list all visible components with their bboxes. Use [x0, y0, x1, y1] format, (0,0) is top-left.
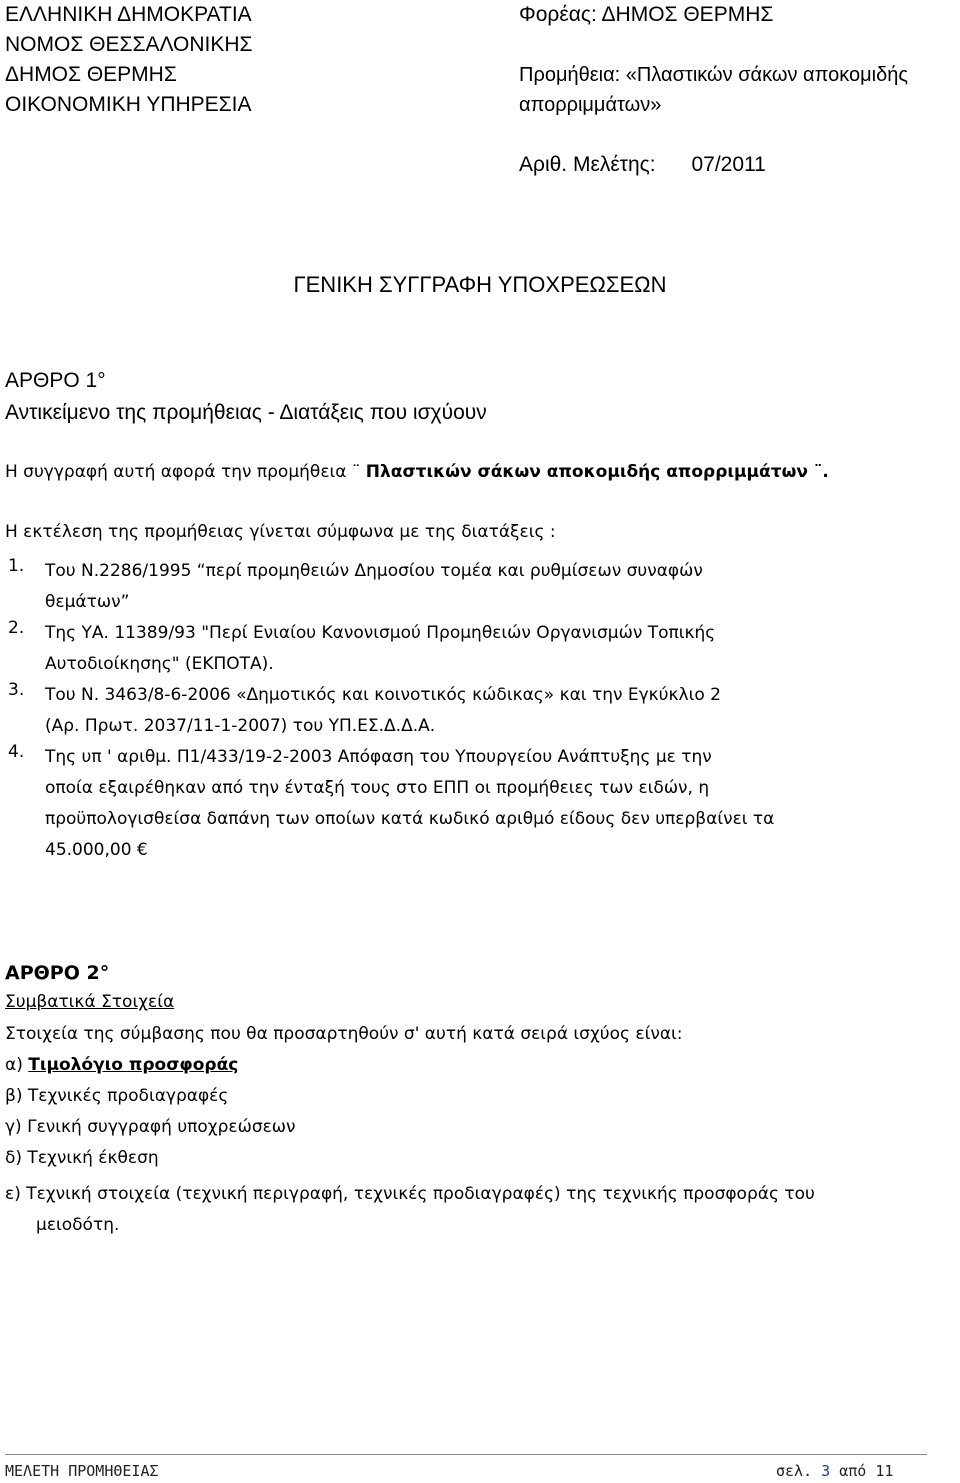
provision-line: προϋπολογισθείσα δαπάνη των οποίων κατά κωδικό αριθμό είδους δεν υπερβαίνει τα: [45, 809, 775, 829]
provision-line: (Αρ. Πρωτ. 2037/11-1-2007) του ΥΠ.ΕΣ.Δ.Δ.Α.: [45, 716, 436, 736]
provision-num: 2.: [8, 618, 25, 638]
provision-line: Του Ν. 3463/8-6-2006 «Δημοτικός και κοινοτικός κώδικας» και την Εγκύκλιο 2: [45, 685, 721, 705]
footer-divider: [5, 1454, 927, 1455]
footer-page-label: σελ.: [776, 1462, 822, 1480]
contract-item-a: [5, 1055, 238, 1075]
provision-line: 45.000,00 €: [45, 840, 148, 860]
article1-heading: ΑΡΘΡΟ 1°: [5, 369, 106, 392]
header-left-line4: ΟΙΚΟΝΟΜΙΚΗ ΥΠΗΡΕΣΙΑ: [5, 93, 252, 116]
provision-line: θεμάτων”: [45, 592, 130, 612]
footer-page-total: 11: [875, 1462, 894, 1480]
provision-line: Της ΥΑ. 11389/93 "Περί Ενιαίου Κανονισμού Προμηθειών Οργανισμών Τοπικής: [45, 623, 716, 643]
provision-num: 3.: [8, 680, 25, 700]
provision-line: Του Ν.2286/1995 “περί προμηθειών Δημοσίου τομέα και ρυθμίσεων συναφών: [45, 561, 703, 581]
article2-subheading: Συμβατικά Στοιχεία: [5, 992, 175, 1012]
header-left-line2: ΝΟΜΟΣ ΘΕΣΣΑΛΟΝΙΚΗΣ: [5, 33, 253, 56]
footer-page-info: [776, 1462, 893, 1480]
contract-item-a-text: Τιμολόγιο προσφοράς: [28, 1055, 239, 1075]
header-left-line1: ΕΛΛΗΝΙΚΗ ΔΗΜΟΚΡΑΤΙΑ: [5, 3, 252, 26]
header-foreas: Φορέας: ΔΗΜΟΣ ΘΕΡΜΗΣ: [519, 3, 774, 26]
footer-left: ΜΕΛΕΤΗ ΠΡΟΜΗΘΕΙΑΣ: [5, 1462, 159, 1480]
article1-execution: Η εκτέλεση της προμήθειας γίνεται σύμφωνα με της διατάξεις :: [5, 522, 556, 542]
contract-item-e: [5, 1179, 815, 1241]
study-number-label: Αριθ. Μελέτης:: [519, 153, 656, 176]
study-number-value: 07/2011: [691, 153, 766, 176]
footer-page-of: από: [830, 1462, 876, 1480]
contract-item-e-line2: μειοδότη.: [36, 1215, 120, 1235]
header-left-line3: ΔΗΜΟΣ ΘΕΡΜΗΣ: [5, 63, 177, 86]
article1-intro-prefix: Η συγγραφή αυτή αφορά την προμήθεια ¨: [5, 462, 361, 482]
document-title: ΓΕΝΙΚΗ ΣΥΓΓΡΑΦΗ ΥΠΟΧΡΕΩΣΕΩΝ: [293, 272, 667, 297]
header-right: [519, 0, 908, 120]
article1-intro-subject: Πλαστικών σάκων αποκομιδής απορριμμάτων ¨.: [365, 462, 829, 482]
study-number: [519, 150, 766, 180]
article2-heading: ΑΡΘΡΟ 2°: [5, 962, 110, 984]
provision-num: 1.: [8, 556, 25, 576]
header-promitheia-line1: Προμήθεια: «Πλαστικών σάκων αποκομιδής: [519, 64, 908, 86]
contract-item-b: β) Τεχνικές προδιαγραφές: [5, 1086, 229, 1106]
contract-item-e-line1: ε) Τεχνική στοιχεία (τεχνική περιγραφή, τεχνικές προδιαγραφές) της τεχνικής προσφοράς του: [5, 1184, 815, 1204]
provision-line: οποία εξαιρέθηκαν από την ένταξή τους στο ΕΠΠ οι προμήθειες των ειδών, η: [45, 778, 710, 798]
footer-page-number: 3: [821, 1462, 831, 1480]
header-left: [5, 0, 253, 120]
article1-intro: [5, 462, 829, 482]
contract-item-a-prefix: α): [5, 1055, 29, 1075]
contract-item-c: γ) Γενική συγγραφή υποχρεώσεων: [5, 1117, 296, 1137]
provision-line: Της υπ ' αριθμ. Π1/433/19-2-2003 Απόφαση του Υπουργείου Ανάπτυξης με την: [45, 747, 712, 767]
provision-line: Αυτοδιοίκησης" (ΕΚΠΟΤΑ).: [45, 654, 274, 674]
header-promitheia-line2: απορριμμάτων»: [519, 94, 662, 116]
article1-subheading: Αντικείμενο της προμήθειας - Διατάξεις που ισχύουν: [5, 401, 487, 424]
contract-item-d: δ) Τεχνική έκθεση: [5, 1148, 159, 1168]
provision-num: 4.: [8, 742, 25, 762]
article2-intro: Στοιχεία της σύμβασης που θα προσαρτηθούν σ' αυτή κατά σειρά ισχύος είναι:: [5, 1024, 683, 1044]
